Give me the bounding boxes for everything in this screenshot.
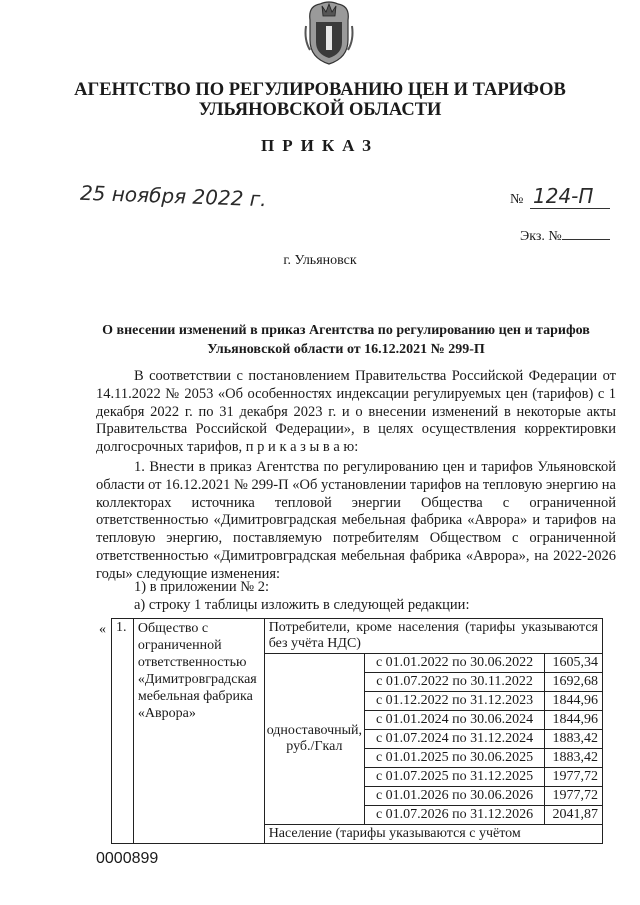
period-cell: с 01.01.2022 по 30.06.2022 xyxy=(365,654,545,673)
consumers-header-cell: Потребители, кроме населения (тарифы указываются без учёта НДС) xyxy=(264,619,602,654)
paragraph-subitem-1: 1) в приложении № 2: xyxy=(134,579,269,595)
opening-quote-mark: « xyxy=(99,622,106,637)
agency-name-line1: АГЕНТСТВО ПО РЕГУЛИРОВАНИЮ ЦЕН И ТАРИФОВ xyxy=(74,80,566,100)
period-cell: с 01.01.2024 по 30.06.2024 xyxy=(365,711,545,730)
tariff-value-cell: 1883,42 xyxy=(545,749,603,768)
period-cell: с 01.01.2025 по 30.06.2025 xyxy=(365,749,545,768)
period-cell: с 01.12.2022 по 31.12.2023 xyxy=(365,692,545,711)
paragraph-subitem-a: а) строку 1 таблицы изложить в следующей редакции: xyxy=(134,597,470,613)
period-cell: с 01.01.2026 по 30.06.2026 xyxy=(365,787,545,806)
document-serial-number: 0000899 xyxy=(96,850,159,867)
tariff-value-cell: 2041,87 xyxy=(545,806,603,825)
document-type-title: ПРИКАЗ xyxy=(261,136,379,155)
tariff-value-cell: 1977,72 xyxy=(545,768,603,787)
tariff-value-cell: 1605,34 xyxy=(545,654,603,673)
tariff-table xyxy=(111,618,603,844)
copy-number-label: Экз. № xyxy=(520,229,610,245)
tariff-value-cell: 1692,68 xyxy=(545,673,603,692)
period-cell: с 01.07.2022 по 30.11.2022 xyxy=(365,673,545,692)
tariff-value-cell: 1977,72 xyxy=(545,787,603,806)
period-cell: с 01.07.2024 по 31.12.2024 xyxy=(365,730,545,749)
number-label: № xyxy=(510,192,524,207)
period-cell: с 01.07.2026 по 31.12.2026 xyxy=(365,806,545,825)
handwritten-date: 25 ноября 2022 г. xyxy=(79,180,268,212)
coat-of-arms-emblem xyxy=(302,0,356,66)
number-underline xyxy=(530,208,610,209)
paragraph-basis: В соответствии с постановлением Правительства Российской Федерации от 14.11.2022 № 2053 «Об особенностях индексации регулируемых цен (тарифов) с 1 декабря 2022 г. по 31 декабря 2023 г. и о внесении изменений в некоторые акты Правительства Российской Федерации», в целях осуществления корректировки долгосрочных тарифов, п р и к а з ы в а ю: xyxy=(96,368,616,456)
row-number-cell: 1. xyxy=(112,619,134,844)
period-cell: с 01.07.2025 по 31.12.2025 xyxy=(365,768,545,787)
paragraph-item-1: 1. Внести в приказ Агентства по регулированию цен и тарифов Ульяновской области от 16.12.2021 № 299-П «Об установлении тарифов на тепловую энергию на коллекторах источника тепловой энергии Общества с ограниченной ответственностью «Димитровградская мебельная фабрика «Аврора» и тарифов на тепловую энергию, поставляемую потребителям Обществом с ограниченной ответственностью «Димитровградская мебельная фабрика «Аврора», на 2022-2026 годы» следующие изменения: xyxy=(96,459,616,582)
tariff-value-cell: 1883,42 xyxy=(545,730,603,749)
organization-cell: Общество с ограниченной ответственностью «Димитровградская мебельная фабрика «Аврора» xyxy=(133,619,264,844)
agency-name-line2: УЛЬЯНОВСКОЙ ОБЛАСТИ xyxy=(198,100,442,120)
order-subject: О внесении изменений в приказ Агентства по регулированию цен и тарифов Ульяновской области от 16.12.2021 № 299-П xyxy=(102,323,590,357)
handwritten-order-number: 124-П xyxy=(533,184,594,208)
population-header-cell: Население (тарифы указываются с учётом xyxy=(264,825,602,844)
tariff-value-cell: 1844,96 xyxy=(545,692,603,711)
city-name: г. Ульяновск xyxy=(283,253,357,268)
table-row xyxy=(112,619,603,654)
tariff-category-cell: одноставочный, руб./Гкал xyxy=(264,654,364,825)
tariff-value-cell: 1844,96 xyxy=(545,711,603,730)
